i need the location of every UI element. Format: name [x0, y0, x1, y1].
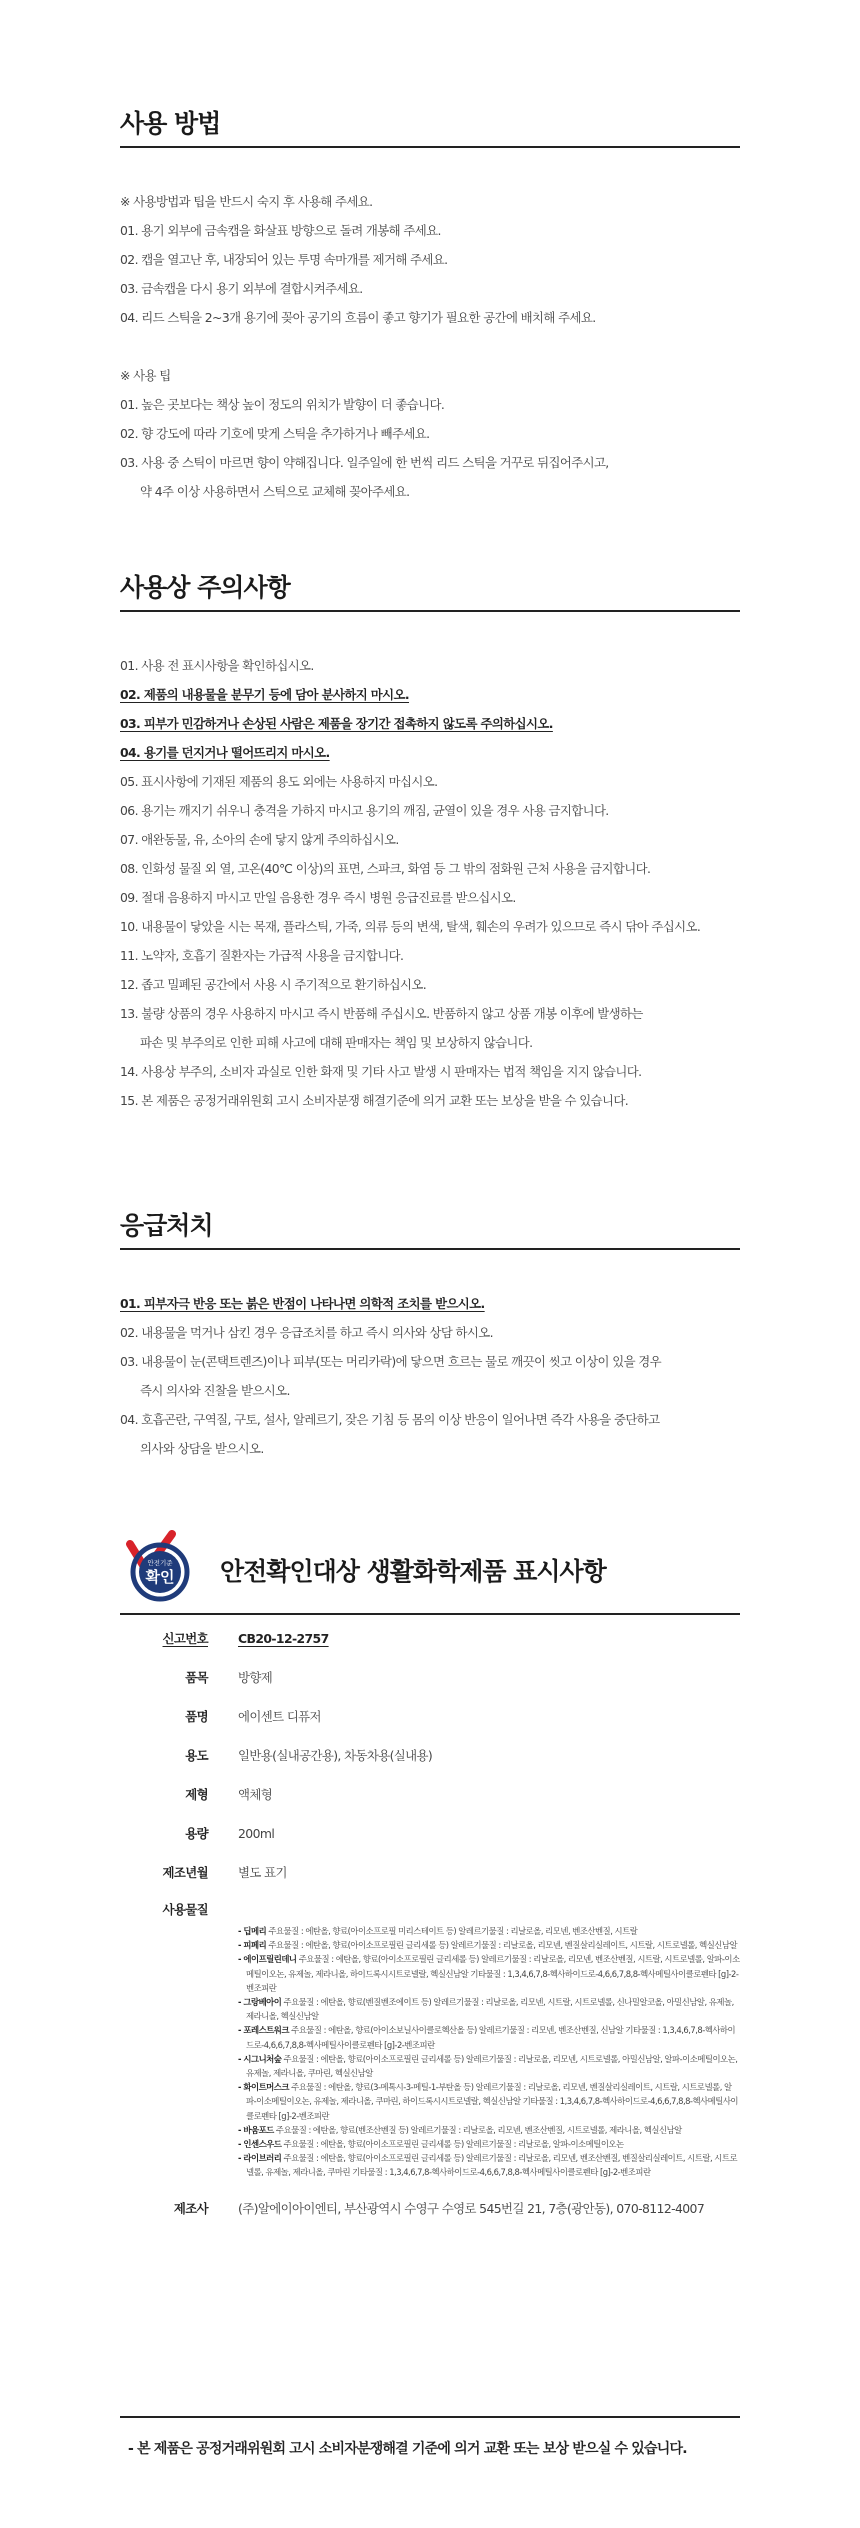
section-divider	[120, 1248, 740, 1250]
caution-item: 14. 사용상 부주의, 소비자 과실로 인한 화재 및 기타 사고 발생 시 판매자는 법적 책임을 지지 않습니다.	[120, 1064, 642, 1079]
substance-item: - 포레스트워크 주요물질 : 에탄올, 향료(아이소보닐사이클로헥산올 등) 알레르기물질 : 리모넨, 벤조산벤질, 신남알 기타물질 : 1,3,4,6,7,8-헥사하이드로-4,6,6,7,8,8-헥사메틸사이클로펜타 [g]-2-벤조피란	[238, 2025, 736, 2050]
substance-item: - 에이프릴린데니 주요물질 : 에탄올, 향료(아이소프로필린 글리세롤 등) 알레르기물질 : 리날로올, 리모넨, 벤조산벤질, 시트랄, 시트로넬롤, 알파-이소메틸이오논, 유제놀, 제라니올, 하이드록시시트로넬랄, 헥실신남알 기타물질 : 1,3,4,6,7,8-헥사하이드로-4,6,6,7,8,8-헥사메틸사이클로펜타 [g]-2-벤조피란	[238, 1954, 740, 1993]
label-row	[120, 1853, 740, 1892]
label-row-substances	[120, 1898, 740, 2180]
section-divider	[120, 146, 740, 148]
substance-item: - 시그니처숲 주요물질 : 에탄올, 향료(아이소프로필린 글리세롤 등) 알레르기물질 : 리날로올, 리모넨, 시트로넬롤, 아밀신남알, 알파-이소메틸이오논, 유제놀, 제라니올, 쿠마린, 헥실신남알	[238, 2053, 738, 2079]
label-key: 신고번호	[162, 1631, 208, 1646]
label-key: 품목	[185, 1670, 208, 1685]
substance-item: - 바움포드 주요물질 : 에탄올, 향료(벤조산벤질 등) 알레르기물질 : 리날로올, 리모넨, 벤조산벤질, 시트로넬롤, 제라니올, 헥실신남알	[238, 2124, 682, 2135]
label-row-maker	[120, 2194, 740, 2224]
substance-item: - 인센스우드 주요물질 : 에탄올, 향료(아이소프로필린 글리세롤 등) 알레르기물질 : 리날로올, 알파-이소메틸이오논	[238, 2139, 624, 2150]
label-row-registration	[120, 1620, 740, 1658]
tip-item: 01. 높은 곳보다는 책상 높이 정도의 위치가 발향이 더 좋습니다.	[120, 397, 445, 412]
caution-title: 사용상 주의사항	[120, 573, 290, 602]
substance-item: - 피페리 주요물질 : 에탄올, 향료(아이소프로필린 글리세롤 등) 알레르기물질 : 리날로올, 리모넨, 벤질살리실레이트, 시트랄, 시트로넬롤, 헥실신남알	[238, 1940, 738, 1951]
first-aid-item: 03. 내용물이 눈(콘택트렌즈)이나 피부(또는 머리카락)에 닿으면 흐르는 물로 깨끗이 씻고 이상이 있을 경우	[120, 1354, 662, 1369]
first-aid-section	[120, 1204, 740, 1463]
label-key: 용도	[185, 1748, 208, 1763]
section-divider	[120, 610, 740, 612]
seal-main-text: 확인	[145, 1568, 175, 1586]
label-title: 안전확인대상 생활화학제품 표시사항	[220, 1557, 606, 1586]
caution-item: 15. 본 제품은 공정거래위원회 고시 소비자분쟁 해결기준에 의거 교환 또는 보상을 받을 수 있습니다.	[120, 1093, 629, 1108]
usage-section	[120, 102, 740, 506]
usage-title: 사용 방법	[120, 109, 221, 138]
caution-section	[120, 566, 740, 1115]
section-divider	[120, 1613, 740, 1615]
substance-item: - 딥메리 주요물질 : 에탄올, 향료(아이소프로필 미리스테이트 등) 알레르기물질 : 리날로올, 리모넨, 벤조산벤질, 시트랄	[238, 1926, 638, 1936]
caution-list	[120, 651, 740, 1115]
label-key: 품명	[185, 1709, 208, 1724]
first-aid-list	[120, 1289, 740, 1463]
caution-item: 12. 좁고 밀폐된 공간에서 사용 시 주기적으로 환기하십시오.	[120, 977, 427, 992]
method-step: 04. 리드 스틱을 2~3개 용기에 꽂아 공기의 흐름이 좋고 향기가 필요한 공간에 배치해 주세요.	[120, 310, 596, 325]
first-aid-item-emphasis: 01. 피부자극 반응 또는 붉은 반점이 나타나면 의학적 조치를 받으시오.	[120, 1296, 485, 1311]
label-table	[120, 1620, 740, 2224]
caution-item: 13. 불량 상품의 경우 사용하지 마시고 즉시 반품해 주십시오. 반품하지 않고 상품 개봉 이후에 발생하는	[120, 1006, 643, 1021]
caution-item: 08. 인화성 물질 외 열, 고온(40℃ 이상)의 표면, 스파크, 화염 등 그 밖의 점화원 근처 사용을 금지합니다.	[120, 861, 651, 876]
label-key: 사용물질	[162, 1902, 208, 1917]
label-row	[120, 1814, 740, 1853]
label-row	[120, 1697, 740, 1736]
tip-item: 03. 사용 중 스틱이 마르면 향이 약해집니다. 일주일에 한 번씩 리드 스틱을 거꾸로 뒤집어주시고,	[120, 455, 609, 470]
caution-item: 07. 애완동물, 유, 소아의 손에 닿지 않게 주의하십시오.	[120, 832, 399, 847]
label-value: 별도 표기	[238, 1865, 287, 1880]
label-value: 에이센트 디퓨저	[238, 1709, 321, 1724]
section-divider	[120, 2416, 740, 2418]
caution-item: 09. 절대 음용하지 마시고 만일 음용한 경우 즉시 병원 응급진료를 받으십시오.	[120, 890, 516, 905]
caution-item-continued: 파손 및 부주의로 인한 피해 사고에 대해 판매자는 책임 및 보상하지 않습니다.	[140, 1035, 533, 1050]
method-step: 02. 캡을 열고난 후, 내장되어 있는 투명 속마개를 제거해 주세요.	[120, 252, 448, 267]
maker-value: (주)알에이아이엔티, 부산광역시 수영구 수영로 545번길 21, 7층(광안동), 070-8112-4007	[238, 2200, 705, 2216]
first-aid-item-continued: 의사와 상담을 받으시오.	[140, 1441, 264, 1456]
substance-item: - 화이트머스크 주요물질 : 에탄올, 향료(3-메톡시-3-메틸-1-부탄올 등) 알레르기물질 : 리날로올, 리모넨, 벤질살리실레이트, 시트랄, 시트로넬롤, 알파-이소메틸이오논, 유제놀, 제라니올, 쿠마린, 하이드록시시트로넬랄, 헥실신남알 기타물질 : 1,3,4,6,7,8-헥사하이드로-4,6,6,7,8,8-헥사메틸사이클로펜타 [g]-2-벤조피란	[238, 2082, 738, 2121]
safety-check-seal-icon	[120, 1530, 196, 1606]
label-key: 제조사	[173, 2200, 208, 2216]
substance-item: - 그랑베아이 주요물질 : 에탄올, 향료(벤질벤조에이트 등) 알레르기물질 : 리날로올, 리모넨, 시트랄, 시트로넬롤, 신나밀알코올, 아밀신남알, 유제놀, 제라니올, 헥실신남알	[238, 1997, 734, 2022]
label-value: 액체형	[238, 1787, 273, 1802]
tip-item: 02. 향 강도에 따라 기호에 맞게 스틱을 추가하거나 빼주세요.	[120, 426, 430, 441]
caution-item: 10. 내용물이 닿았을 시는 목재, 플라스틱, 가죽, 의류 등의 변색, 탈색, 훼손의 우려가 있으므로 즉시 닦아 주십시오.	[120, 919, 701, 934]
caution-item: 01. 사용 전 표시사항을 확인하십시오.	[120, 658, 314, 673]
label-key: 제조년월	[162, 1865, 208, 1880]
usage-tip-list	[120, 361, 740, 506]
tip-note: ※ 사용 팁	[120, 368, 171, 383]
first-aid-item: 04. 호흡곤란, 구역질, 구토, 설사, 알레르기, 잦은 기침 등 몸의 이상 반응이 일어나면 즉각 사용을 중단하고	[120, 1412, 660, 1427]
method-note: ※ 사용방법과 팁을 반드시 숙지 후 사용해 주세요.	[120, 194, 373, 209]
caution-item: 06. 용기는 깨지기 쉬우니 충격을 가하지 마시고 용기의 깨짐, 균열이 있을 경우 사용 금지합니다.	[120, 803, 609, 818]
caution-item-emphasis: 02. 제품의 내용물을 분무기 등에 담아 분사하지 마시오.	[120, 687, 410, 702]
label-row	[120, 1775, 740, 1814]
registration-number: CB20-12-2757	[238, 1631, 329, 1646]
tip-item-continued: 약 4주 이상 사용하면서 스틱으로 교체해 꽂아주세요.	[140, 484, 410, 499]
footer-notice: - 본 제품은 공정거래위원회 고시 소비자분쟁해결 기준에 의거 교환 또는 보상 받으실 수 있습니다.	[128, 2441, 687, 2457]
first-aid-item: 02. 내용물을 먹거나 삼킨 경우 응급조치를 하고 즉시 의사와 상담 하시오.	[120, 1325, 493, 1340]
label-value: 200ml	[238, 1826, 275, 1841]
caution-item-emphasis: 04. 용기를 던지거나 떨어뜨리지 마시오.	[120, 745, 330, 760]
caution-item: 05. 표시사항에 기재된 제품의 용도 외에는 사용하지 마십시오.	[120, 774, 438, 789]
label-header	[120, 1530, 740, 1620]
substance-list	[238, 1898, 740, 2180]
label-key: 용량	[185, 1826, 208, 1841]
label-key: 제형	[185, 1787, 208, 1802]
usage-method-list	[120, 187, 740, 332]
caution-item: 11. 노약자, 호흡기 질환자는 가급적 사용을 금지합니다.	[120, 948, 404, 963]
caution-item-emphasis: 03. 피부가 민감하거나 손상된 사람은 제품을 장기간 접촉하지 않도록 주의하십시오.	[120, 716, 553, 731]
label-row	[120, 1658, 740, 1697]
label-value: 일반용(실내공간용), 차동차용(실내용)	[238, 1748, 433, 1763]
method-step: 01. 용기 외부에 금속캡을 화살표 방향으로 돌려 개봉해 주세요.	[120, 223, 441, 238]
first-aid-title: 응급처치	[120, 1211, 213, 1240]
seal-top-text: 안전기준	[147, 1559, 173, 1567]
first-aid-item-continued: 즉시 의사와 진찰을 받으시오.	[140, 1383, 290, 1398]
substance-item: - 라이브러리 주요물질 : 에탄올, 향료(아이소프로필린 글리세롤 등) 알레르기물질 : 리날로올, 리모넨, 벤조산벤질, 벤질살리실레이트, 시트랄, 시트로넬롤, 유제놀, 제라니올, 쿠마린 기타물질 : 1,3,4,6,7,8-헥사하이드로-4,6,6,7,8,8-헥사메틸사이클로펜타 [g]-2-벤조피란	[238, 2153, 738, 2178]
label-row	[120, 1736, 740, 1775]
label-value: 방향제	[238, 1670, 273, 1685]
method-step: 03. 금속캡을 다시 용기 외부에 결합시켜주세요.	[120, 281, 363, 296]
